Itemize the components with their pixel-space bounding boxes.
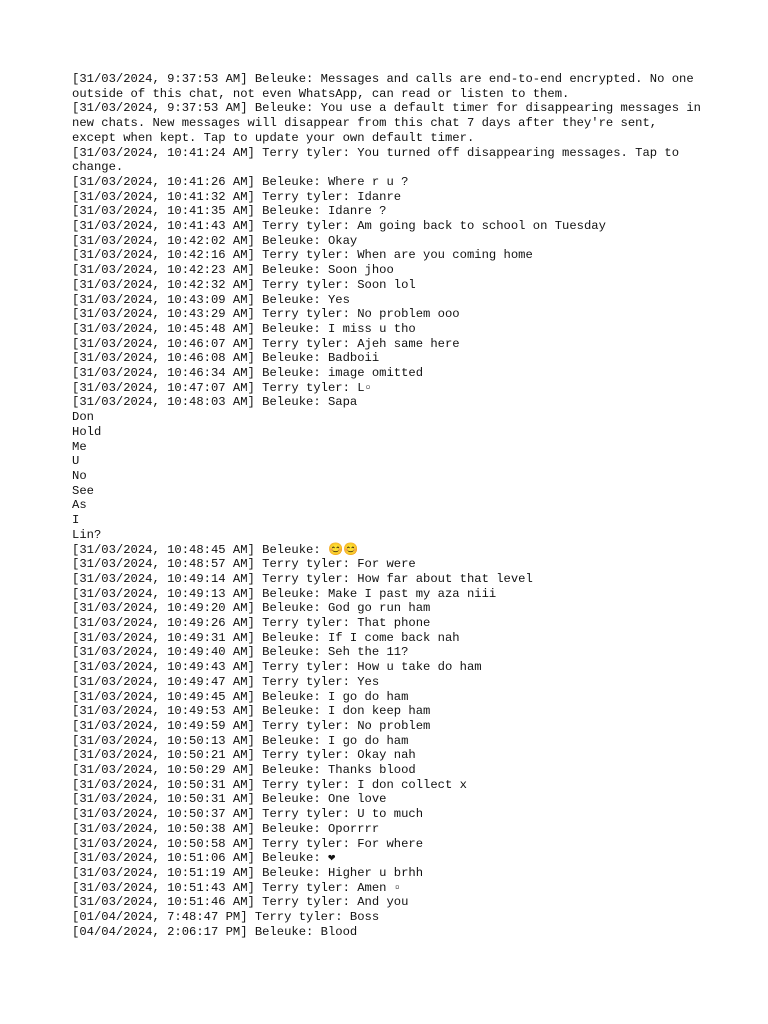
transcript-line: [31/03/2024, 10:49:31 AM] Beleuke: If I come back nah [72, 630, 460, 645]
transcript-line: [31/03/2024, 10:46:07 AM] Terry tyler: Ajeh same here [72, 336, 460, 351]
transcript-line: [31/03/2024, 10:46:34 AM] Beleuke: image omitted [72, 366, 424, 381]
transcript-line: [31/03/2024, 10:49:20 AM] Beleuke: God go run ham [72, 601, 431, 616]
transcript-line: [31/03/2024, 10:49:40 AM] Beleuke: Seh the 11? [72, 645, 409, 660]
transcript-line: [31/03/2024, 10:50:58 AM] Terry tyler: For where [72, 836, 424, 851]
transcript-line: [31/03/2024, 10:42:23 AM] Beleuke: Soon jhoo [72, 263, 394, 278]
transcript-line: Hold [72, 424, 102, 439]
transcript-line: [31/03/2024, 10:49:13 AM] Beleuke: Make I past my aza niii [72, 586, 497, 601]
transcript-line: No [72, 468, 87, 483]
transcript-line: [31/03/2024, 10:50:37 AM] Terry tyler: U to much [72, 807, 424, 822]
transcript-line: [31/03/2024, 10:50:13 AM] Beleuke: I go do ham [72, 733, 409, 748]
transcript-line: U [72, 454, 80, 469]
transcript-line: [31/03/2024, 9:37:53 AM] Beleuke: Messages and calls are end-to-end encrypted. No one outside of this chat, not even WhatsApp, can read or listen to them. [72, 72, 701, 101]
transcript-line: [04/04/2024, 2:06:17 PM] Beleuke: Blood [72, 924, 358, 939]
transcript-line: [31/03/2024, 10:41:43 AM] Terry tyler: Am going back to school on Tuesday [72, 219, 606, 234]
transcript-line: [31/03/2024, 10:48:45 AM] Beleuke: 😊😊 [72, 542, 359, 557]
transcript-line: Don [72, 410, 94, 425]
transcript-line: [31/03/2024, 10:50:29 AM] Beleuke: Thanks blood [72, 763, 416, 778]
transcript-line: [31/03/2024, 10:49:26 AM] Terry tyler: That phone [72, 616, 431, 631]
transcript-line: [31/03/2024, 10:41:26 AM] Beleuke: Where r u ? [72, 174, 409, 189]
transcript-line: [31/03/2024, 10:51:43 AM] Terry tyler: Amen ▫ [72, 880, 402, 895]
transcript-line: [31/03/2024, 10:51:06 AM] Beleuke: ❤ [72, 851, 336, 866]
transcript-line: [31/03/2024, 10:42:02 AM] Beleuke: Okay [72, 233, 358, 248]
transcript-line: [31/03/2024, 10:41:35 AM] Beleuke: Idanre ? [72, 204, 387, 219]
document-page [72, 72, 709, 939]
transcript-line: [31/03/2024, 10:49:43 AM] Terry tyler: How u take do ham [72, 660, 482, 675]
transcript-line: [31/03/2024, 10:46:08 AM] Beleuke: Badboii [72, 351, 380, 366]
transcript-line: As [72, 498, 87, 513]
transcript-line: [31/03/2024, 10:42:16 AM] Terry tyler: When are you coming home [72, 248, 533, 263]
chat-transcript [72, 72, 709, 939]
transcript-line: Me [72, 439, 87, 454]
transcript-line: [31/03/2024, 10:43:09 AM] Beleuke: Yes [72, 292, 350, 307]
transcript-line: [31/03/2024, 10:42:32 AM] Terry tyler: Soon lol [72, 277, 416, 292]
transcript-line: See [72, 483, 94, 498]
transcript-line: [31/03/2024, 10:51:46 AM] Terry tyler: And you [72, 895, 409, 910]
transcript-line: [31/03/2024, 10:50:21 AM] Terry tyler: Okay nah [72, 748, 416, 763]
transcript-line: [31/03/2024, 10:41:32 AM] Terry tyler: Idanre [72, 189, 402, 204]
transcript-line: [31/03/2024, 10:48:03 AM] Beleuke: Sapa [72, 395, 358, 410]
transcript-line: [31/03/2024, 10:50:31 AM] Terry tyler: I don collect x [72, 777, 467, 792]
transcript-line: [31/03/2024, 10:49:45 AM] Beleuke: I go do ham [72, 689, 409, 704]
transcript-line: I [72, 513, 80, 528]
transcript-line: [31/03/2024, 10:47:07 AM] Terry tyler: L▫ [72, 380, 372, 395]
transcript-line: [01/04/2024, 7:48:47 PM] Terry tyler: Boss [72, 910, 380, 925]
transcript-line: [31/03/2024, 10:41:24 AM] Terry tyler: You turned off disappearing messages. Tap to change. [72, 145, 687, 175]
transcript-line: [31/03/2024, 10:49:14 AM] Terry tyler: How far about that level [72, 571, 533, 586]
transcript-line: [31/03/2024, 10:48:57 AM] Terry tyler: For were [72, 557, 416, 572]
transcript-line: [31/03/2024, 10:45:48 AM] Beleuke: I miss u tho [72, 321, 416, 336]
transcript-line: [31/03/2024, 10:49:53 AM] Beleuke: I don keep ham [72, 704, 431, 719]
transcript-line: [31/03/2024, 10:49:47 AM] Terry tyler: Yes [72, 674, 380, 689]
transcript-line: [31/03/2024, 9:37:53 AM] Beleuke: You use a default timer for disappearing messages in new chats. New messages will disappear from this chat 7 days after they're sent, except when kept. Tap to update your own default timer. [72, 101, 709, 145]
transcript-line: [31/03/2024, 10:43:29 AM] Terry tyler: No problem ooo [72, 307, 460, 322]
transcript-line: [31/03/2024, 10:49:59 AM] Terry tyler: No problem [72, 718, 431, 733]
transcript-line: [31/03/2024, 10:51:19 AM] Beleuke: Higher u brhh [72, 865, 424, 880]
transcript-line: [31/03/2024, 10:50:31 AM] Beleuke: One love [72, 792, 387, 807]
transcript-line: [31/03/2024, 10:50:38 AM] Beleuke: Oporrrr [72, 821, 380, 836]
transcript-line: Lin? [72, 527, 102, 542]
